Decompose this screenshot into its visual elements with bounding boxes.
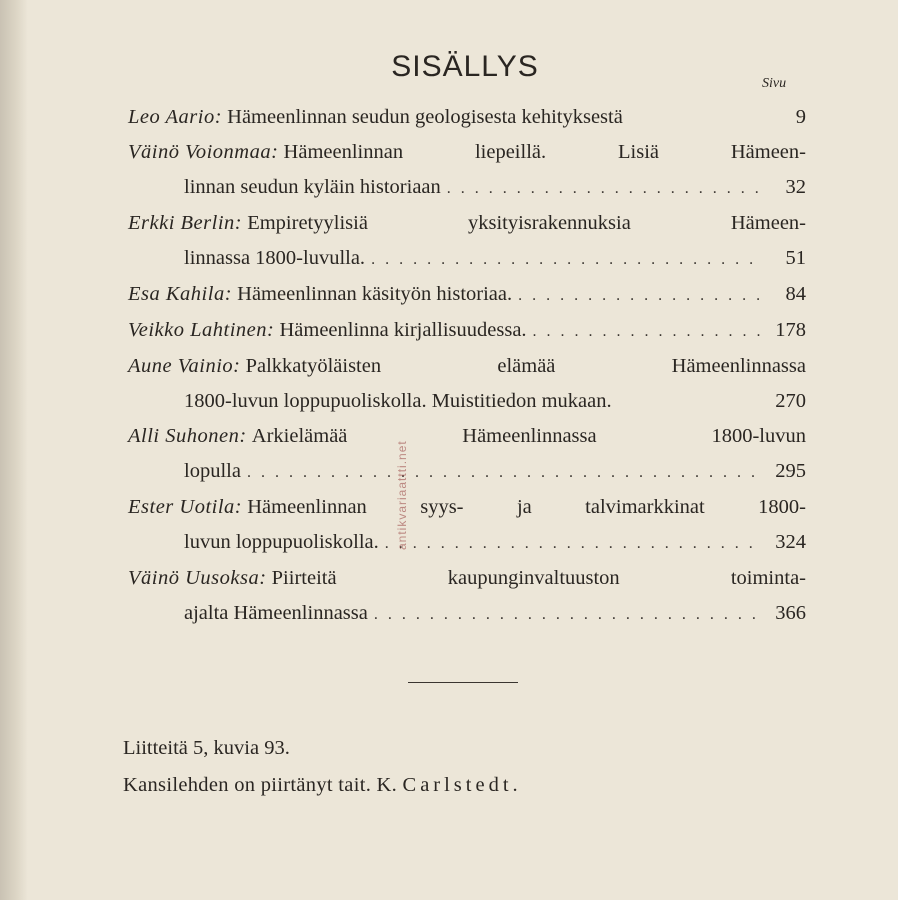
cover-artist-name: Carlstedt. bbox=[402, 774, 522, 796]
leader-dots bbox=[385, 526, 760, 561]
entry-page: 366 bbox=[775, 602, 806, 624]
leader-dots bbox=[533, 314, 760, 349]
footer-cover-credit bbox=[123, 774, 522, 797]
entry-title: Hämeenlinna kirjallisuudessa. bbox=[279, 319, 527, 341]
entry-title: Hämeenlinnan käsityön historiaa. bbox=[237, 283, 513, 305]
leader-dots bbox=[518, 278, 760, 313]
entry-page: 324 bbox=[775, 531, 806, 553]
toc-entry bbox=[128, 419, 806, 490]
toc-entry bbox=[128, 313, 806, 349]
toc-entry bbox=[128, 135, 806, 206]
entry-page: 84 bbox=[785, 283, 806, 305]
entry-page: 178 bbox=[775, 319, 806, 341]
toc-entry bbox=[128, 490, 806, 561]
leader-dots bbox=[447, 171, 760, 206]
footer-appendices: Liitteitä 5, kuvia 93. bbox=[123, 737, 290, 759]
entry-title: Hämeenlinnan syys- ja talvimarkkinat 1800- bbox=[247, 496, 806, 518]
table-of-contents bbox=[128, 100, 806, 632]
leader-dots bbox=[247, 455, 760, 490]
entry-page: 51 bbox=[785, 247, 806, 269]
divider-rule bbox=[408, 682, 518, 683]
leader-dots bbox=[371, 242, 760, 277]
entry-author: Esa Kahila: bbox=[128, 283, 233, 305]
entry-page: 9 bbox=[795, 106, 806, 128]
entry-title: Piirteitä kaupunginvaltuuston toiminta- bbox=[271, 567, 806, 589]
entry-title: Hämeenlinnan seudun geologisesta kehityksestä bbox=[227, 106, 623, 128]
page-column-label: Sivu bbox=[762, 76, 787, 91]
page-edge bbox=[0, 0, 28, 900]
entry-title: Empiretyylisiä yksityisrakennuksia Hämeen- bbox=[247, 212, 806, 234]
entry-page: 32 bbox=[785, 176, 806, 198]
toc-entry bbox=[128, 561, 806, 632]
entry-author: Alli Suhonen: bbox=[128, 425, 247, 447]
entry-title: Arkielämää Hämeenlinnassa 1800-luvun bbox=[251, 425, 806, 447]
entry-title-cont: 1800-luvun loppupuoliskolla. Muistitiedon mukaan. bbox=[184, 390, 612, 412]
entry-title: Hämeenlinnan liepeillä. Lisiä Hämeen- bbox=[283, 141, 806, 163]
toc-entry bbox=[128, 277, 806, 313]
entry-title-cont: luvun loppupuoliskolla. bbox=[184, 531, 379, 553]
watermark: antikvariaattti.net bbox=[395, 440, 409, 550]
toc-entry bbox=[128, 206, 806, 277]
entry-page: 295 bbox=[775, 460, 806, 482]
entry-author: Aune Vainio: bbox=[128, 355, 241, 377]
entry-title-cont: linnan seudun kyläin historiaan bbox=[184, 176, 441, 198]
entry-title: Palkkatyöläisten elämää Hämeenlinnassa bbox=[245, 355, 806, 377]
cover-credit-prefix: Kansilehden on piirtänyt tait. K. bbox=[123, 774, 398, 796]
entry-author: Erkki Berlin: bbox=[128, 212, 243, 234]
entry-title-cont: ajalta Hämeenlinnassa bbox=[184, 602, 368, 624]
entry-author: Ester Uotila: bbox=[128, 496, 243, 518]
leader-dots bbox=[374, 597, 760, 632]
entry-title-cont: lopulla bbox=[184, 460, 241, 482]
entry-page: 270 bbox=[775, 390, 806, 412]
toc-entry bbox=[128, 100, 806, 135]
toc-entry bbox=[128, 349, 806, 419]
entry-author: Väinö Voionmaa: bbox=[128, 141, 279, 163]
page-title: SISÄLLYS bbox=[391, 50, 539, 83]
entry-author: Leo Aario: bbox=[128, 106, 223, 128]
entry-title-cont: linnassa 1800-luvulla. bbox=[184, 247, 366, 269]
entry-author: Veikko Lahtinen: bbox=[128, 319, 275, 341]
entry-author: Väinö Uusoksa: bbox=[128, 567, 267, 589]
